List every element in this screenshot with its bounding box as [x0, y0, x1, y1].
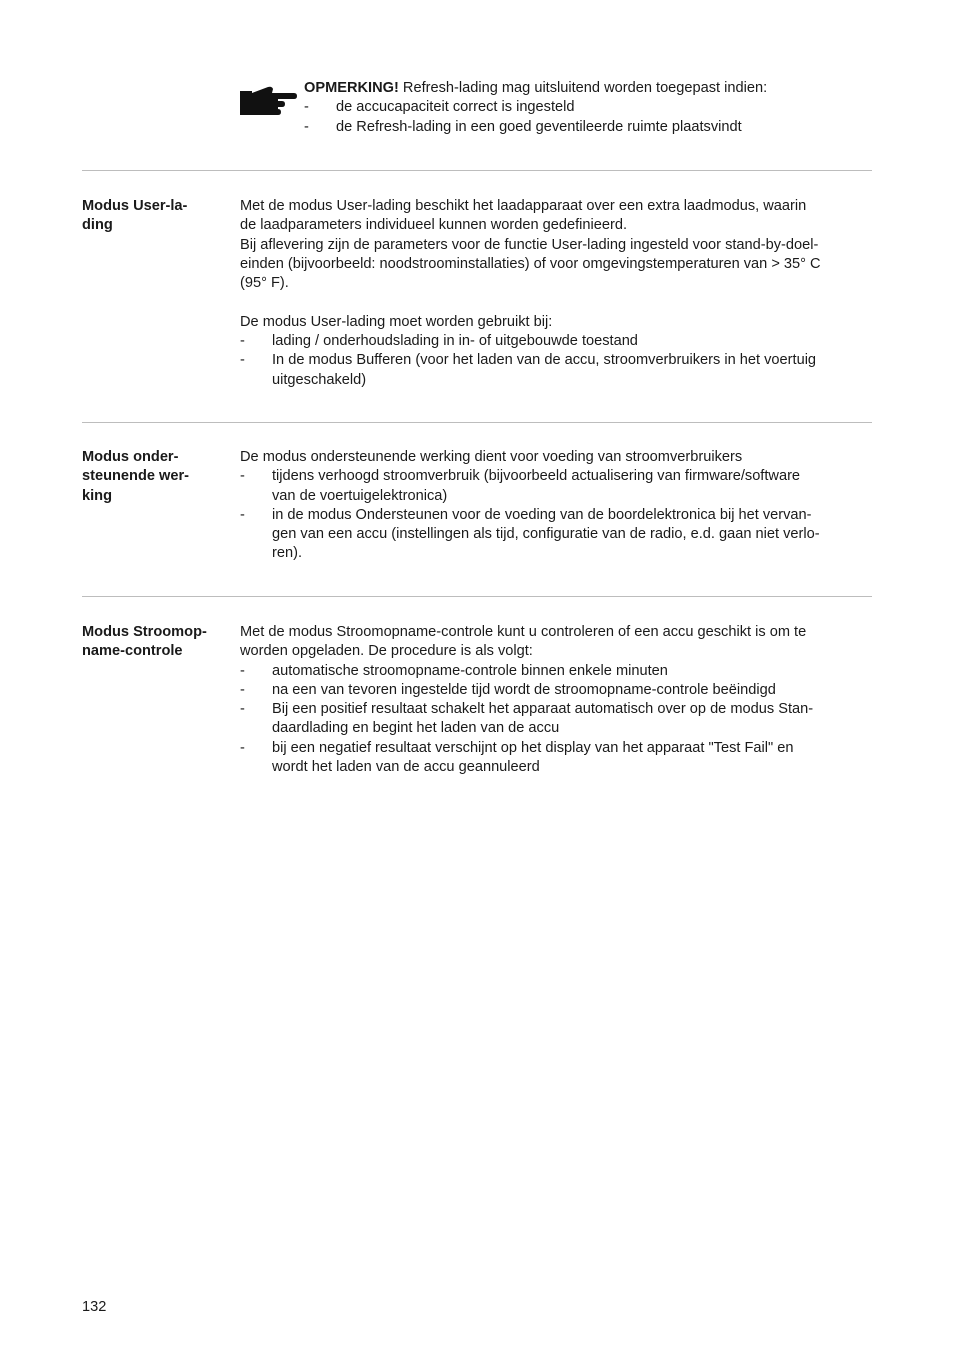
paragraph-line: (95° F).: [240, 275, 289, 292]
list-item-text: tijdens verhoogd stroomverbruik (bijvoorbeeld actualisering van firmware/software: [272, 468, 801, 485]
list-item-text: daardlading en begint het laden van de accu: [272, 720, 560, 737]
list-item-text: In de modus Bufferen (voor het laden van de accu, stroomverbruikers in het voertuig: [272, 352, 817, 369]
list-item: [240, 662, 880, 681]
list-item: [240, 467, 880, 506]
list-item: [240, 351, 880, 390]
section-title-line: Modus onder-: [82, 449, 179, 465]
section-title-line: steunende wer-: [82, 468, 190, 485]
list-item-text: uitgeschakeld): [272, 371, 367, 388]
note-list-item: [304, 118, 864, 137]
page-number: 132: [82, 1299, 107, 1315]
list-item-text: de accucapaciteit correct is ingesteld: [336, 99, 575, 116]
section-divider: [82, 170, 872, 171]
list-item: [240, 332, 880, 351]
list-item: [240, 506, 880, 564]
list-item-text: Bij een positief resultaat schakelt het apparaat automatisch over op de modus Stan-: [272, 701, 814, 718]
section-title-ondersteunende-werking: [82, 448, 222, 506]
note-list-item: [304, 98, 864, 117]
paragraph-line: worden opgeladen. De procedure is als volgt:: [240, 643, 533, 660]
list-dash: -: [240, 468, 245, 485]
list-item: [240, 681, 880, 700]
section-divider: [82, 422, 872, 423]
list-item-text: na een van tevoren ingestelde tijd wordt de stroomopname-controle beëindigd: [272, 681, 776, 698]
list-item-text: wordt het laden van de accu geannuleerd: [272, 759, 540, 776]
paragraph-line: Met de modus Stroomopname-controle kunt u controleren of een accu geschikt is om te: [240, 624, 807, 640]
section-title-line: Modus Stroomop-: [82, 624, 207, 640]
section-title-line: name-controle: [82, 643, 183, 660]
list-item: [240, 700, 880, 739]
section-body-stroomopname-controle: [240, 623, 880, 777]
note-block: [304, 79, 864, 137]
list-item-text: in de modus Ondersteunen voor de voeding van de boordelektronica bij het vervan-: [272, 506, 812, 523]
section-title-line: king: [82, 487, 112, 504]
list-item-text: automatische stroomopname-controle binnen enkele minuten: [272, 662, 668, 679]
list-item: [240, 739, 880, 778]
section-body-ondersteunende-werking: [240, 448, 880, 564]
list-dash: -: [240, 681, 245, 698]
paragraph-line: de laadparameters individueel kunnen worden gedefinieerd.: [240, 217, 627, 234]
list-item-text: lading / onderhoudslading in in- of uitgebouwde toestand: [272, 333, 638, 350]
list-dash: -: [240, 739, 245, 756]
note-text: Refresh-lading mag uitsluitend worden toegepast indien:: [398, 80, 768, 96]
list-dash: -: [304, 99, 309, 116]
paragraph-line: De modus ondersteunende werking dient voor voeding van stroomverbruikers: [240, 449, 743, 465]
list-dash: -: [240, 701, 245, 718]
section-body-user-lading: [240, 197, 880, 390]
pointing-hand-icon: [238, 81, 298, 121]
paragraph-line: Met de modus User-lading beschikt het laadapparaat over een extra laadmodus, waarin: [240, 198, 807, 214]
list-item-text: bij een negatief resultaat verschijnt op het display van het apparaat "Test Fail" en: [272, 739, 794, 756]
section-title-user-lading: [82, 197, 222, 236]
section-title-line: ding: [82, 217, 113, 234]
section-title-line: Modus User-la-: [82, 198, 188, 214]
section-title-stroomopname-controle: [82, 623, 222, 662]
list-item-text: ren).: [272, 545, 303, 562]
list-item-text: de Refresh-lading in een goed geventileerde ruimte plaatsvindt: [336, 118, 742, 135]
list-dash: -: [240, 333, 245, 350]
paragraph-line: De modus User-lading moet worden gebruikt bij:: [240, 313, 553, 330]
note-label: OPMERKING!: [304, 80, 399, 96]
list-item-text: van de voertuigelektronica): [272, 487, 448, 504]
list-dash: -: [304, 118, 309, 135]
list-dash: -: [240, 662, 245, 679]
list-item-text: gen van een accu (instellingen als tijd, configuratie van de radio, e.d. gaan niet verlo-: [272, 526, 820, 543]
paragraph-line: einden (bijvoorbeeld: noodstroominstallaties) of voor omgevingstemperaturen van > 35° C: [240, 255, 821, 272]
section-divider: [82, 596, 872, 597]
list-dash: -: [240, 506, 245, 523]
paragraph-line: Bij aflevering zijn de parameters voor de functie User-lading ingesteld voor stand-by-doel-: [240, 236, 819, 253]
list-dash: -: [240, 352, 245, 369]
